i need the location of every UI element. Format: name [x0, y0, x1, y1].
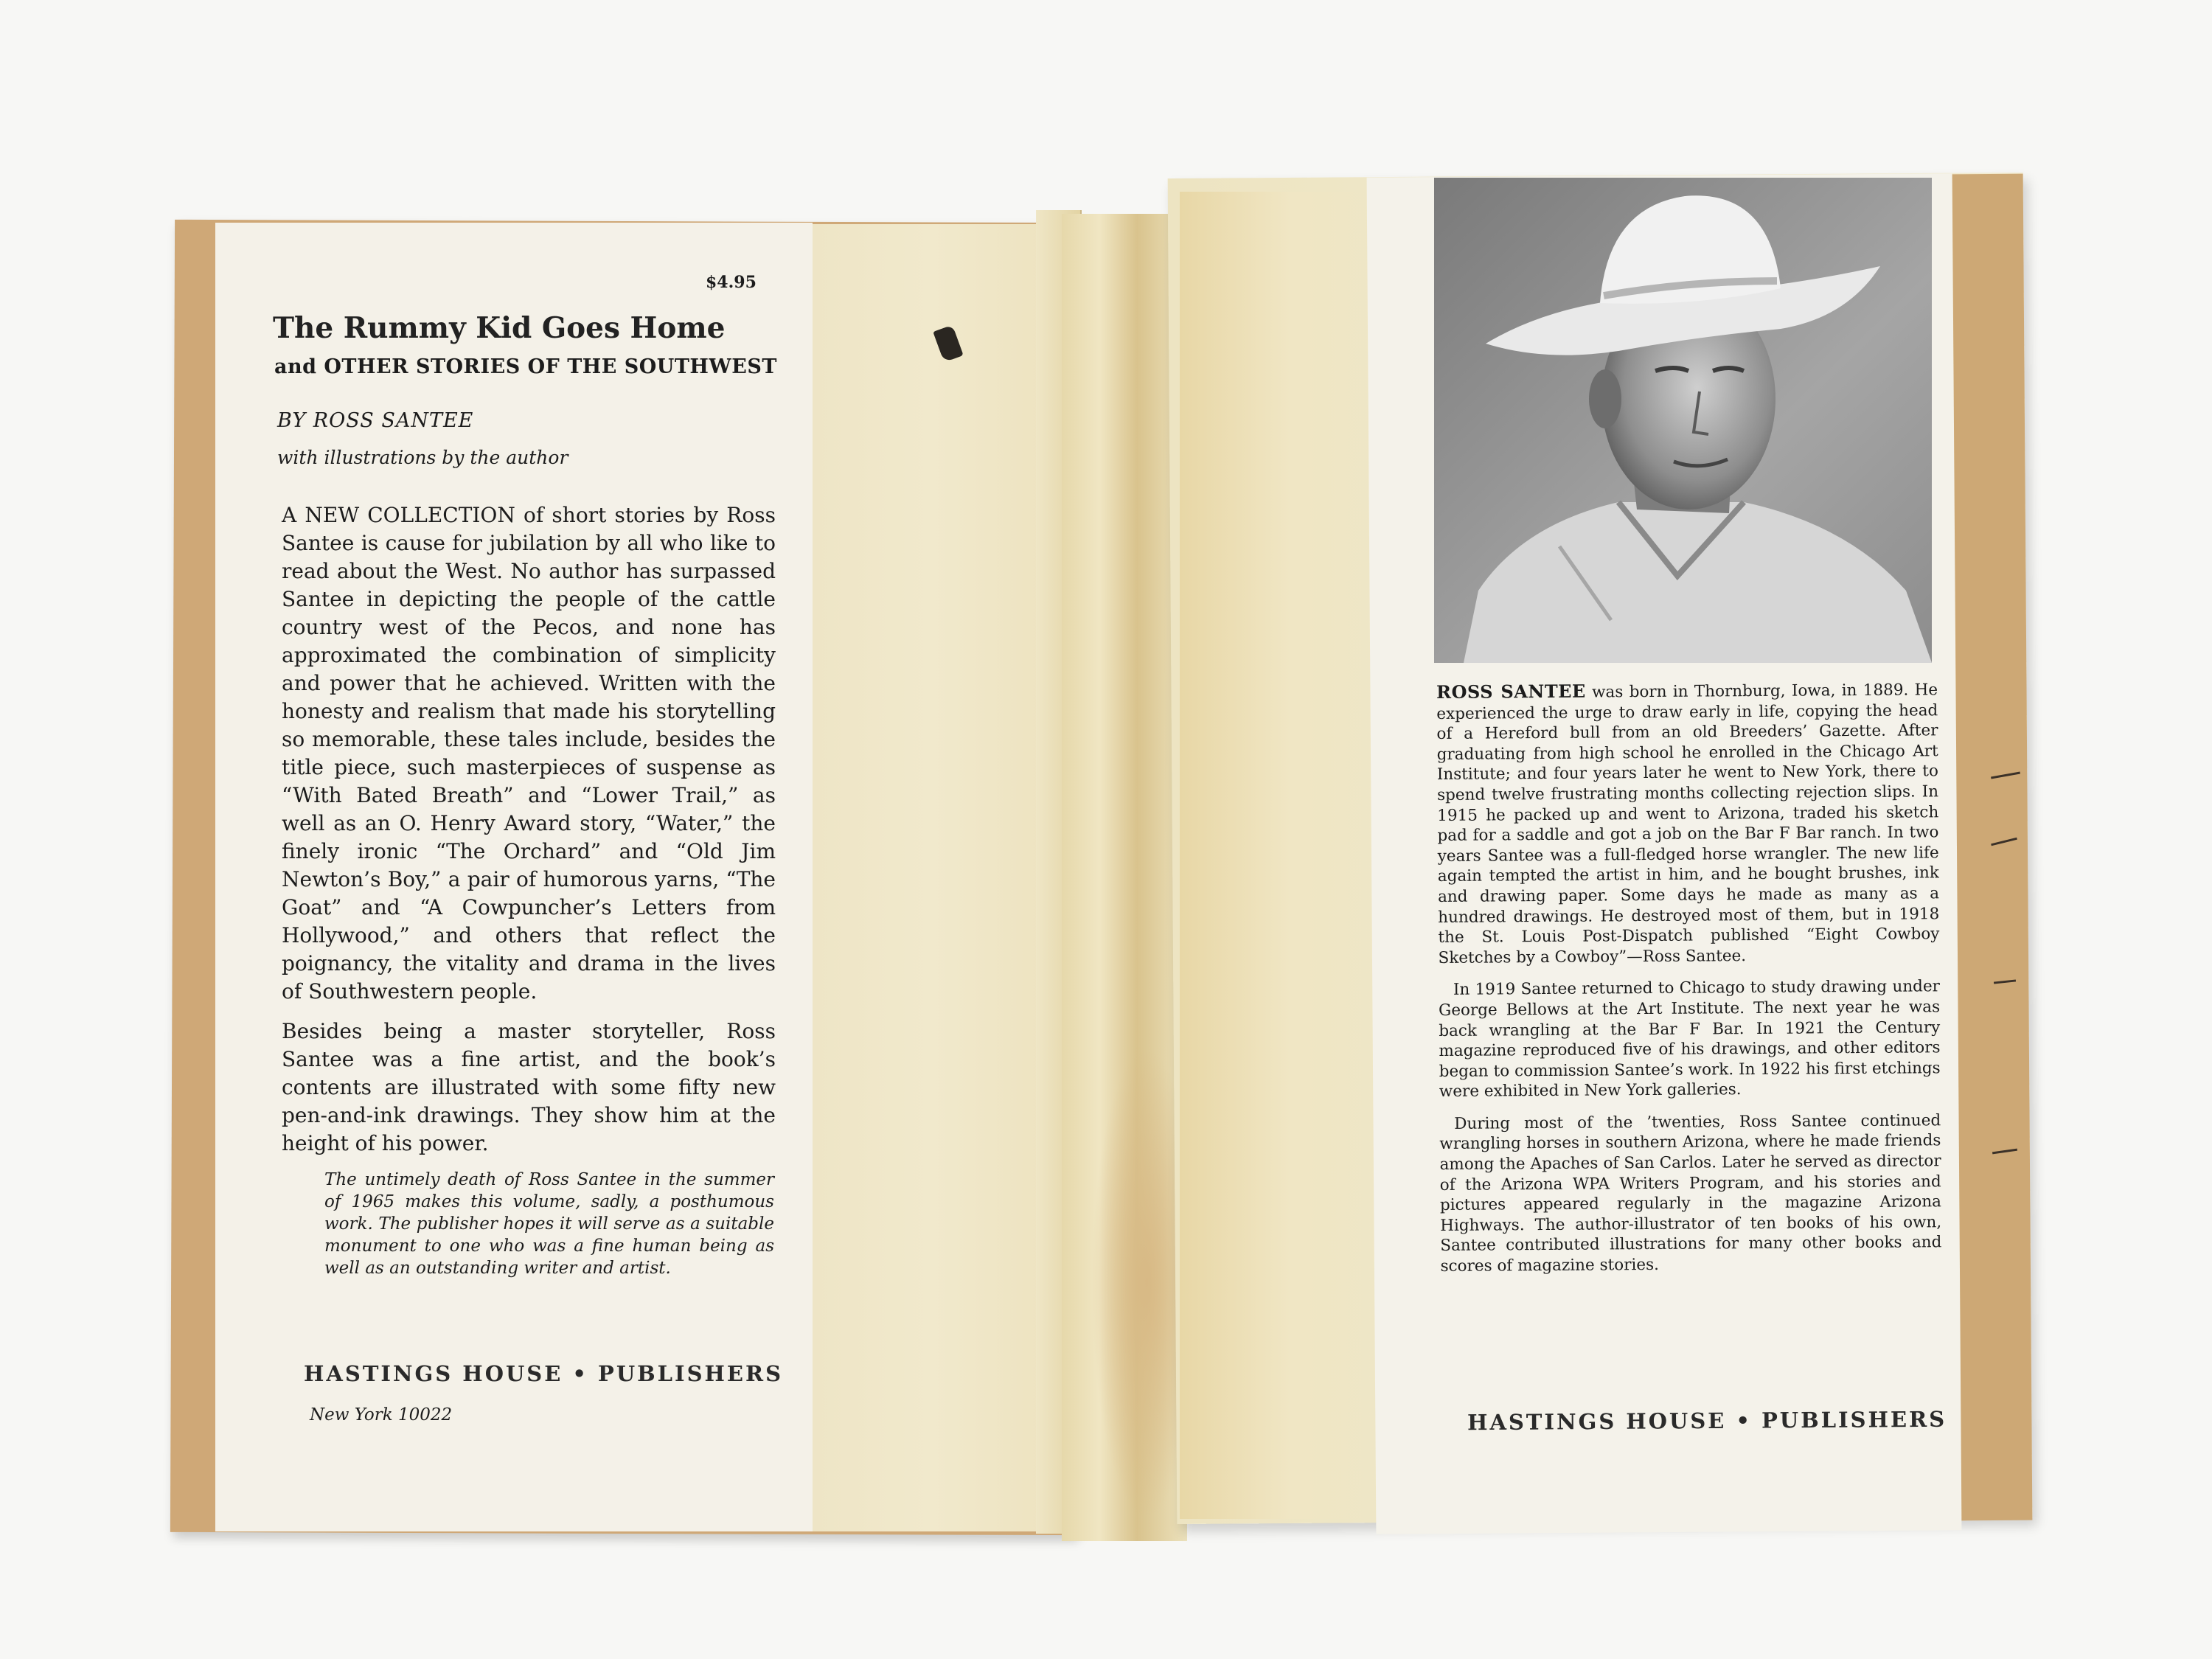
author-photo [1434, 178, 1932, 663]
publisher-name-back: HASTINGS HOUSE • PUBLISHERS [1467, 1406, 1947, 1436]
description-paragraph: Besides being a master storyteller, Ross Santee was a fine artist, and the book’s contents are illustrated with some fifty new pen-and-ink drawings. They show him at the height of his power. [282, 1019, 776, 1155]
publisher-city: New York 10022 [310, 1405, 453, 1425]
author-portrait-illustration [1434, 178, 1932, 663]
bio-text: was born in Thornburg, Iowa, in 1889. He experienced the urge to draw early in life, copying the head of a Hereford bull from an old Breeders’ Gazette. After graduating from high school he enrolled in the Chicago Art Institute; and four years later he went to New York, there to spend twelve frustrating months collecting rejection slips. In 1915 he packed up and went to Arizona, traded his sketch pad for a saddle and got a job on the Bar F Bar ranch. In two years Santee was a full-fledged horse wrangler. The new life again tempted the artist in him, and he bought brushes, ink and drawing paper. Some days he made as many as a hundred drawings. He destroyed most of them, but in 1918 the St. Louis Post-Dispatch published “Eight Cowboy Sketches by a Cowboy”—Ross Santee. [1436, 681, 1940, 967]
price-label: $4.95 [706, 273, 757, 292]
right-flap-stain [1180, 192, 1364, 1519]
author-byline: BY ROSS SANTEE [277, 409, 474, 432]
bio-author-name: ROSS SANTEE [1436, 680, 1586, 703]
illustration-credit: with illustrations by the author [277, 447, 568, 468]
bio-paragraph [1436, 678, 1940, 968]
description-paragraph: A NEW COLLECTION of short stories by Ross Santee is cause for jubilation by all who like to read about the West. No author has surpassed Santee in depicting the people of the cattle country west of the Pecos, and none has approximated the combination of simplicity and power that he achieved. Written with the honesty and realism that made his storytelling so memorable, these tales include, besides the title piece, such masterpieces of suspense as “With Bated Breath” and “Lower Trail,” as well as an O. Henry Award story, “Water,” the finely ironic “The Orchard” and “Old Jim Newton’s Boy,” a pair of humorous yarns, “The Goat” and “A Cowpuncher’s Letters from Hollywood,” and others that reflect the poignancy, the vitality and drama in the lives of Southwestern people. [282, 503, 776, 1004]
memorial-note: The untimely death of Ross Santee in the summer of 1965 makes this volume, sadly, a posthumous work. The publisher hopes it will serve as a suitable monument to one who was a fine human being as well as an outstanding writer and artist. [324, 1170, 774, 1278]
book-subtitle: and OTHER STORIES OF THE SOUTHWEST [274, 355, 777, 378]
author-biography [1436, 678, 1942, 1288]
publisher-name: HASTINGS HOUSE • PUBLISHERS [304, 1361, 784, 1386]
bio-paragraph: In 1919 Santee returned to Chicago to study drawing under George Bellows at the Art Institute. The next year he was back wrangling at the Bar F Bar. In 1921 the Century magazine reproduced five of his drawings, and other editors began to commission Santee’s work. In 1922 his first etchings were exhibited in New York galleries. [1439, 977, 1941, 1102]
flap-description [282, 501, 776, 1168]
bio-paragraph: During most of the ’twenties, Ross Santee continued wrangling horses in southern Arizona, where he made friends among the Apaches of San Carlos. Later he served as director of the Arizona WPA Writers Program, and his stories and pictures appeared regularly in the magazine Arizona Highways. The author-illustrator of ten books of his own, Santee contributed illustrations for many other books and scores of magazine stories. [1439, 1111, 1942, 1276]
book-title: The Rummy Kid Goes Home [273, 311, 726, 345]
right-jacket-edge [1952, 174, 2033, 1521]
